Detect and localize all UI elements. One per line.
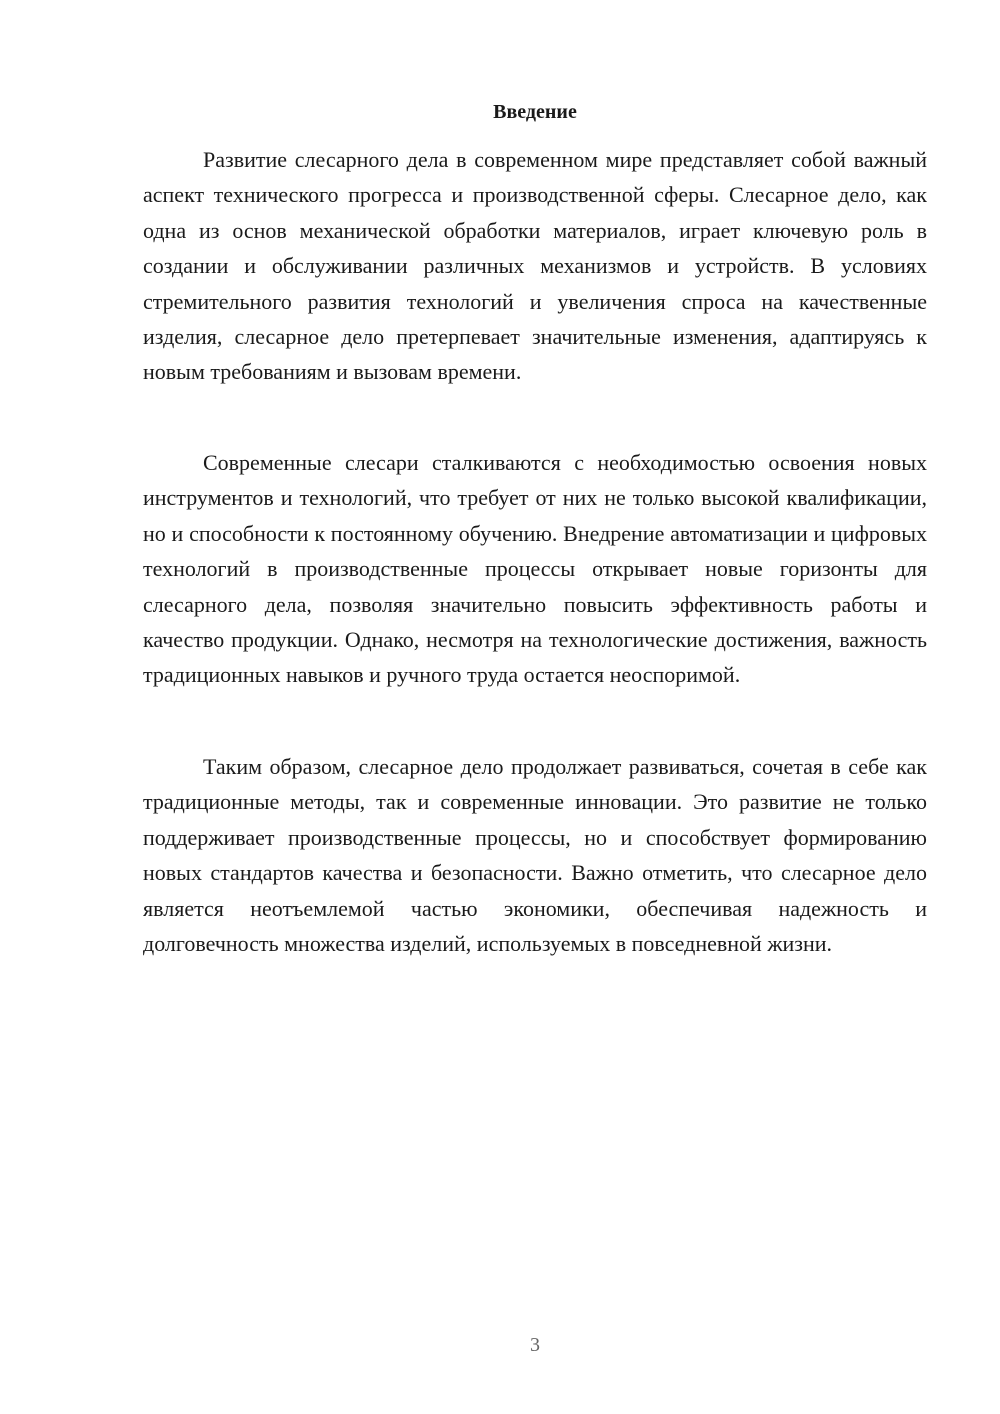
section-title: Введение	[493, 101, 577, 123]
paragraph-3: Таким образом, слесарное дело продолжает развиваться, сочетая в себе как традиционные методы, так и современные инновации. Это развитие не только поддерживает производственные процессы, но и способствует формированию новых стандартов качества и безопасности. Важно отметить, что слесарное дело является неотъемлемой частью экономики, обеспечивая надежность и долговечность множества изделий, используемых в повседневной жизни.	[143, 754, 927, 957]
page-number: 3	[530, 1334, 540, 1356]
paragraph-2: Современные слесари сталкиваются с необходимостью освоения новых инструментов и технологий, что требует от них не только высокой квалификации, но и способности к постоянному обучению. Внедрение автоматизации и цифровых технологий в производственные процессы открывает новые горизонты для слесарного дела, позволяя значительно повысить эффективность работы и качество продукции. Однако, несмотря на технологические достижения, важность традиционных навыков и ручного труда остается неоспоримой.	[143, 450, 927, 688]
paragraph-1: Развитие слесарного дела в современном мире представляет собой важный аспект технического прогресса и производственной сферы. Слесарное дело, как одна из основ механической обработки материалов, играет ключевую роль в создании и обслуживании различных механизмов и устройств. В условиях стремительного развития технологий и увеличения спроса на качественные изделия, слесарное дело претерпевает значительные изменения, адаптируясь к новым требованиям и вызовам времени.	[143, 147, 927, 385]
